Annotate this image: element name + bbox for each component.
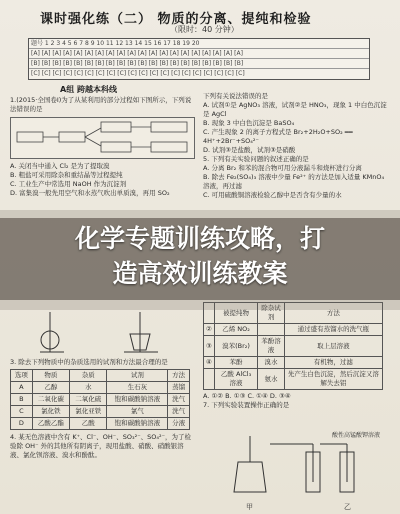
banner-headline-line2: 造高效训练教案 <box>112 259 288 288</box>
table-cell: 氨水 <box>258 369 285 390</box>
table-row <box>11 418 190 430</box>
question-7: 7. 下列实验装置操作正确的是 <box>203 401 290 409</box>
right-column <box>203 92 391 200</box>
apparatus-label: 酸性高锰酸钾溶液 <box>332 432 381 439</box>
distillation-apparatus-sketch <box>20 308 190 356</box>
q1-option: B. 粗盐可采用除杂和重结晶等过程提纯 <box>10 171 123 179</box>
table-cell: A <box>11 382 33 394</box>
q5-option: B. 除去 Fe₂(SO₄)₃ 溶液中少量 Fe²⁺ 的方法是加入适量 KMnO₄ 溶液，再过滤 <box>203 173 385 190</box>
table-cell: D <box>11 418 33 430</box>
answer-grid-row: [B] [B] [B] [B] [B] [B] [B] [B] [B] [B] [B] [B] [B] [B] [B] [B] [B] [B] [B] [B] <box>29 59 369 69</box>
answer-options: A. ①② B. ①③ C. ①④ D. ③④ <box>203 392 291 400</box>
answer-grid-row: [C] [C] [C] [C] [C] [C] [C] [C] [C] [C] [C] [C] [C] [C] [C] [C] [C] [C] [C] [C] <box>31 70 245 77</box>
page-title: 课时强化练（二） 物质的分离、提纯和检验 <box>40 12 312 27</box>
table-header-cell: 物质 <box>32 370 69 382</box>
table-cell: 饱和碳酸钠溶液 <box>107 394 168 406</box>
question-4: 4. 某无色溶液中含有 K⁺、Cl⁻、OH⁻、SO₃²⁻、SO₄²⁻，为了检验除 OH⁻ 外的其他所有阴离子，现用盐酸、硝酸、硝酸银溶液、氯化钡溶液、溴水和酚酞。 <box>10 433 192 459</box>
table-cell: 饱和碳酸钠溶液 <box>107 418 168 430</box>
table-header-cell: 被提纯物 <box>214 303 257 324</box>
q5-option: A. 分离 Br₂ 和苯的混合物可用分液漏斗和烧杯进行分离 <box>203 164 362 172</box>
option: B. 现象 3 中白色沉淀是 BaSO₄ <box>203 119 295 127</box>
figure-label-jia: 甲 <box>246 503 253 511</box>
table-row <box>11 394 190 406</box>
left-column-lower <box>10 358 195 460</box>
section-title-a: A组 跨越本科线 <box>60 85 117 94</box>
q1-option: D. 富集溴一般先用空气和水蒸气吹出单质溴，再用 SO₂ <box>10 189 170 197</box>
table-cell: 生石灰 <box>107 382 168 394</box>
table-cell: C <box>11 406 33 418</box>
question-5: 5. 下列有关实验问题的叙述正确的是 <box>203 155 309 163</box>
table-cell: 乙酸 <box>70 418 107 430</box>
table-header-cell: 方法 <box>284 303 382 324</box>
question-1: 1.(2015·全国卷Ⅰ)为了从某利用的部分过程如下图所示，下列说法错误的是 <box>10 96 192 113</box>
table-header-cell: 杂质 <box>70 370 107 382</box>
table-cell <box>258 324 285 336</box>
table-cell: 有机物，过滤 <box>284 357 382 369</box>
table-cell: B <box>11 394 33 406</box>
table-header-cell: 除杂试剂 <box>258 303 285 324</box>
table-row <box>11 406 190 418</box>
table-cell: 通过盛有蒸馏水的洗气瓶 <box>284 324 382 336</box>
table-cell: 溴水 <box>258 357 285 369</box>
lab-apparatus-sketch <box>210 432 390 502</box>
q1-option: C. 工业生产中常选用 NaOH 作为沉淀剂 <box>10 180 127 188</box>
answer-grid <box>28 38 370 80</box>
question-intro: 下列有关说法错误的是 <box>203 92 268 100</box>
answer-grid-row: [A] [A] [A] [A] [A] [A] [A] [A] [A] [A] [A] [A] [A] [A] [A] [A] [A] [A] [A] [A] <box>29 49 369 59</box>
figure-label-yi: 乙 <box>344 503 351 511</box>
table-cell: 二氧化硫 <box>70 394 107 406</box>
table-header-cell: 方法 <box>168 370 190 382</box>
table-cell: 苯酚 <box>214 357 257 369</box>
row-label: ③ <box>204 336 215 357</box>
table-row <box>11 382 190 394</box>
left-column <box>10 96 195 198</box>
banner-headline-line1: 化学专题训练攻略，打 <box>74 224 325 253</box>
right-column-table <box>203 302 391 410</box>
table-cell: 乙烯 NO₂ <box>214 324 257 336</box>
table-row <box>204 357 383 369</box>
option: A. 试剂①是 AgNO₃ 溶液，试剂②是 HNO₃，现象 1 中白色沉淀是 AgCl <box>203 101 387 118</box>
table-header-cell: 试剂 <box>107 370 168 382</box>
table-cell: 洗气 <box>168 394 190 406</box>
table-cell: 二氧化碳 <box>32 394 69 406</box>
option: D. 试剂③是盐酸，试剂③是硝酸 <box>203 146 296 154</box>
table-cell: 水 <box>70 382 107 394</box>
table-cell: 乙酸 AlCl₃ 溶液 <box>214 369 257 390</box>
table-cell: 分液 <box>168 418 190 430</box>
row-label: ② <box>204 324 215 336</box>
question-3: 3. 除去下列物质中的杂质选用的试剂和方法最合理的是 <box>10 358 168 366</box>
flow-diagram <box>10 117 195 159</box>
page-subtitle: （限时：40 分钟） <box>170 25 239 34</box>
table-row <box>204 336 383 357</box>
table-cell: 溴苯(Br₂) <box>214 336 257 357</box>
answer-grid-row: 题号 1 2 3 4 5 6 7 8 9 10 11 12 13 14 15 16 17 18 19 20 <box>29 39 369 49</box>
q1-option: A. 关闭当中通入 Cl₂ 是为了提取溴 <box>10 162 110 170</box>
table-cell: 洗气 <box>168 406 190 418</box>
q5-option: C. 可用硫酸铜溶液检验乙醇中是否含有少量的水 <box>203 191 342 199</box>
row-label: ④ <box>204 357 215 369</box>
row-label <box>204 369 215 390</box>
table-row <box>204 324 383 336</box>
table-cell: 蒸馏 <box>168 382 190 394</box>
reagent-table <box>10 369 190 430</box>
option: C. 产生现象 2 的离子方程式是 Br₂+2H₂O+SO₂ ══ 4H⁺+2Br⁻+SO₄²⁻ <box>203 128 353 145</box>
table-cell: 氯化亚铁 <box>70 406 107 418</box>
table-cell: 乙酸乙酯 <box>32 418 69 430</box>
table-cell: 取上层溶液 <box>284 336 382 357</box>
table-row <box>204 369 383 390</box>
table-cell: 氯气 <box>107 406 168 418</box>
table-header-row <box>11 370 190 382</box>
table-header-cell: 选项 <box>11 370 33 382</box>
table-cell: 先产生白色沉淀，然后沉淀又溶解失去铝 <box>284 369 382 390</box>
flow-diagram-svg <box>11 118 194 158</box>
table-cell: 乙醇 <box>32 382 69 394</box>
table-cell: 氯化铁 <box>32 406 69 418</box>
purification-table <box>203 302 383 390</box>
table-cell: 苯酚溶液 <box>258 336 285 357</box>
